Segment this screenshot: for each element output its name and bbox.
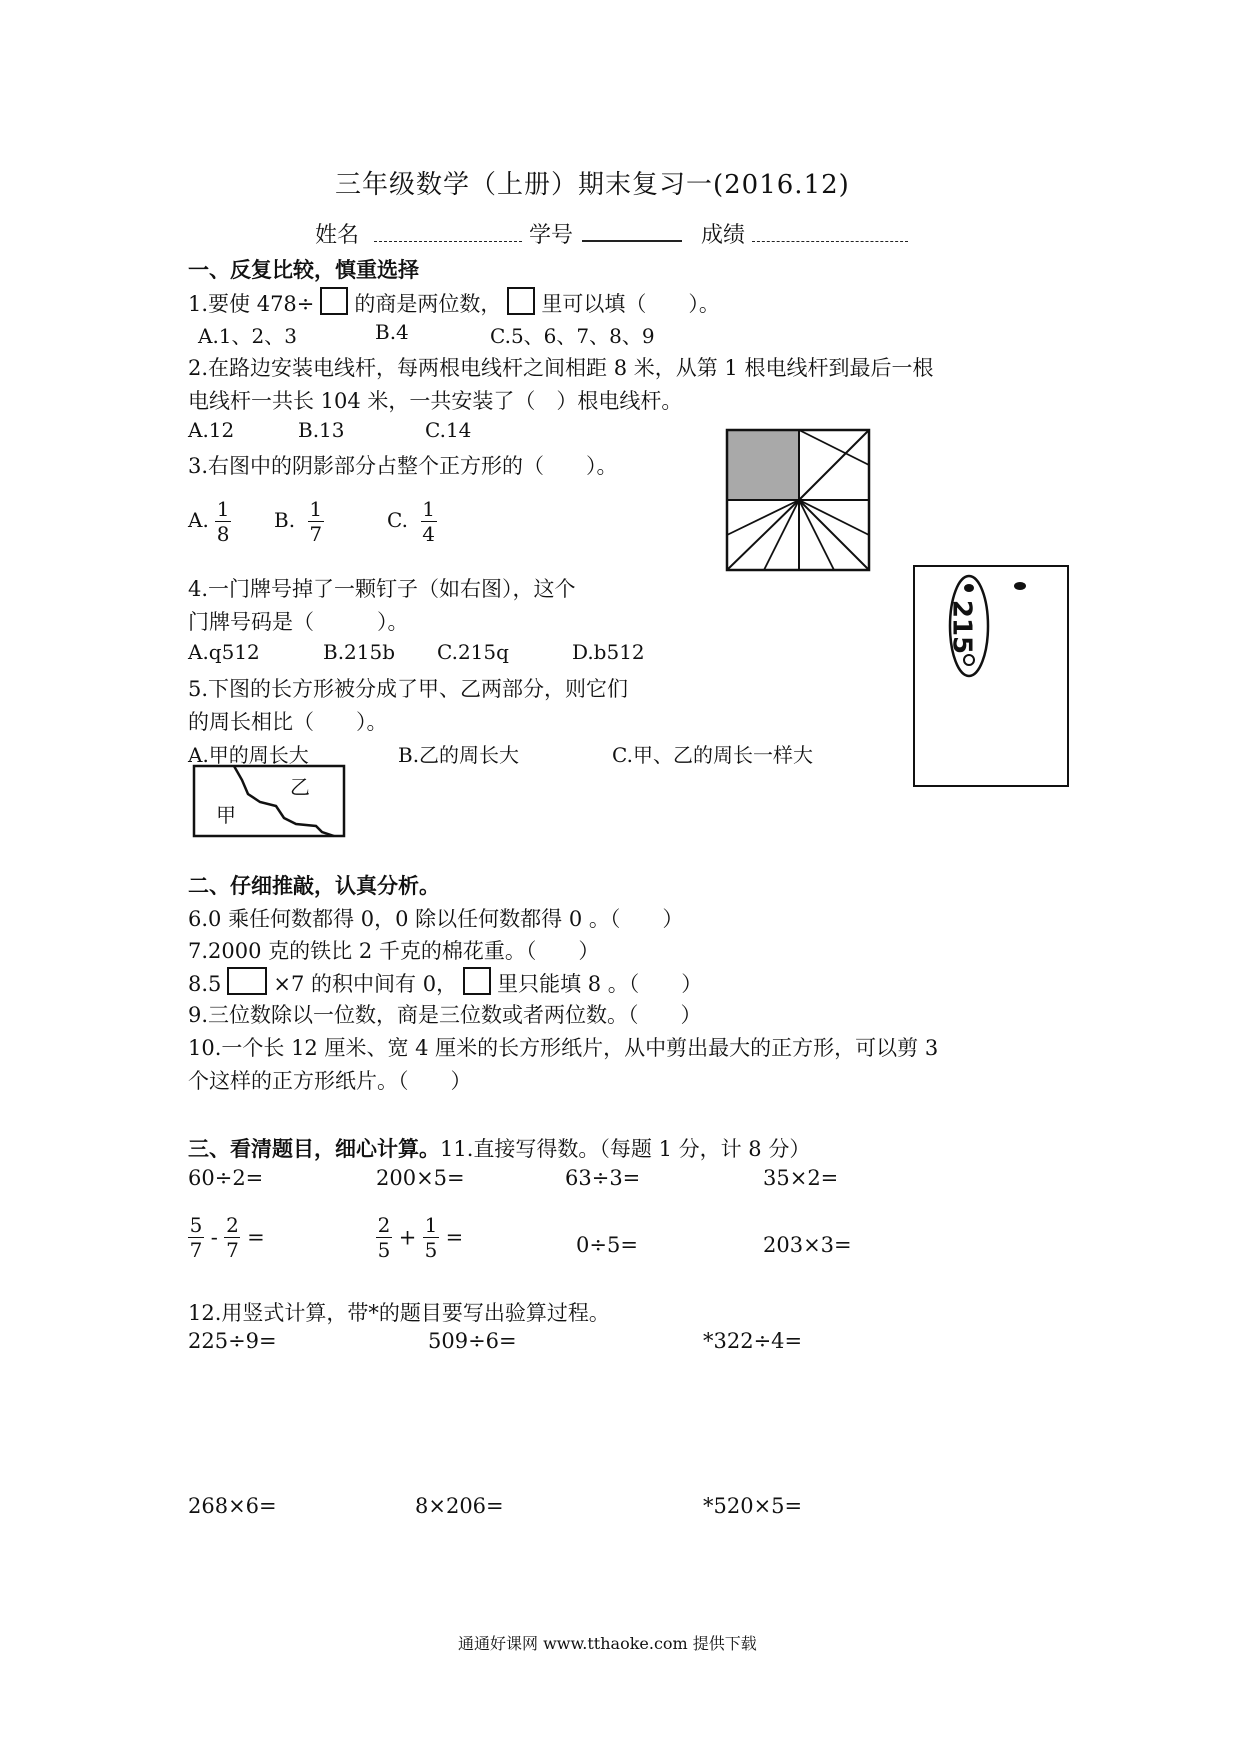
fraction-one-seventh: $\frac{1}{7}$	[309, 497, 323, 546]
question-3: 3.右图中的阴影部分占整个正方形的（ ）。	[188, 454, 618, 478]
question-4-line2: 门牌号码是（ ）。	[188, 610, 409, 634]
part-yi-label: 乙	[290, 775, 310, 799]
plate-number-text: 215	[946, 599, 977, 655]
calc-200-times-5: 200×5=	[376, 1166, 465, 1190]
q5-option-b[interactable]: B.乙的周长大	[398, 743, 520, 767]
q8-text-after: 里只能填 8 。（ ）	[497, 972, 703, 996]
footer-source: 通通好课网 www.tthaoke.com 提供下载	[458, 1634, 757, 1653]
q1-answer-box-1[interactable]	[320, 287, 348, 315]
q8-answer-box-1[interactable]	[227, 967, 267, 995]
question-9: 9.三位数除以一位数，商是三位数或者两位数。（ ）	[188, 1003, 702, 1027]
calc-225-div-9: 225÷9=	[188, 1329, 277, 1353]
name-label: 姓名	[315, 223, 360, 248]
shaded-region	[727, 430, 799, 500]
number-label: 学号	[529, 223, 574, 248]
door-plate-figure	[915, 567, 1067, 785]
nail-fallen	[1014, 582, 1026, 590]
calc-520-times-5: *520×5=	[703, 1494, 803, 1518]
calc-8-times-206: 8×206=	[415, 1494, 504, 1518]
question-4-line1: 4.一门牌号掉了一颗钉子（如右图），这个	[188, 577, 576, 601]
question-7: 7.2000 克的铁比 2 千克的棉花重。（ ）	[188, 939, 600, 963]
question-2-line1: 2.在路边安装电线杆，每两根电线杆之间相距 8 米，从第 1 根电线杆到最后一根	[188, 356, 934, 380]
divided-rectangle-figure	[192, 764, 346, 840]
q4-option-c[interactable]: C.215q	[437, 640, 509, 664]
q8-answer-box-2[interactable]	[463, 967, 491, 995]
q5-option-a[interactable]: A.甲的周长大	[188, 743, 309, 767]
calc-60-div-2: 60÷2=	[188, 1166, 264, 1190]
question-2-line2: 电线杆一共长 104 米，一共安装了（ ）根电线杆。	[188, 389, 683, 413]
shaded-square-figure	[725, 428, 871, 572]
minus-operator: -	[210, 1225, 218, 1250]
name-blank[interactable]	[374, 221, 522, 242]
question-5-line2: 的周长相比（ ）。	[188, 710, 388, 734]
q2-option-b[interactable]: B.13	[298, 418, 345, 442]
question-12: 12.用竖式计算，带*的题目要写出验算过程。	[188, 1301, 610, 1325]
q3-option-c-label: C.	[387, 508, 408, 532]
fraction-one-eighth: $\frac{1}{8}$	[216, 497, 230, 546]
q8-text-before: 8.5	[188, 972, 222, 996]
calc-0-div-5: 0÷5=	[576, 1233, 638, 1257]
q1-option-a[interactable]: A.1、2、3	[198, 324, 297, 348]
q3-option-a[interactable]	[188, 497, 231, 546]
fraction-one-fourth: $\frac{1}{4}$	[422, 497, 436, 546]
score-label: 成绩	[701, 223, 746, 248]
page-title: 三年级数学（上册）期末复习一(2016.12)	[335, 170, 850, 200]
q1-text-before: 1.要使 478÷	[188, 292, 315, 316]
q8-text-mid: ×7 的积中间有 0，	[273, 972, 458, 996]
number-blank[interactable]	[582, 220, 682, 242]
q3-option-c[interactable]	[387, 497, 437, 546]
q1-option-b[interactable]: B.4	[375, 320, 409, 344]
section2-heading: 二、仔细推敲，认真分析。	[188, 873, 440, 898]
calc-322-div-4: *322÷4=	[703, 1329, 803, 1353]
q3-option-b-label: B.	[274, 508, 296, 532]
calc-268-times-6: 268×6=	[188, 1494, 277, 1518]
calc-fraction-subtraction: $\frac{5}{7}$ - $\frac{2}{7}$ =	[189, 1213, 265, 1262]
plus-operator: +	[398, 1225, 417, 1250]
score-blank[interactable]	[752, 221, 908, 242]
q1-answer-box-2[interactable]	[507, 287, 535, 315]
calc-fraction-addition: $\frac{2}{5}$ + $\frac{1}{5}$ =	[377, 1213, 464, 1262]
q3-option-b[interactable]	[274, 497, 324, 546]
q1-text-mid: 的商是两位数，	[354, 292, 502, 316]
calc-203-times-3: 203×3=	[763, 1233, 852, 1257]
calc-63-div-3: 63÷3=	[565, 1166, 641, 1190]
q5-option-c[interactable]: C.甲、乙的周长一样大	[612, 743, 813, 767]
student-info-line	[315, 218, 908, 249]
part-jia-label: 甲	[216, 803, 236, 827]
question-5-line1: 5.下图的长方形被分成了甲、乙两部分，则它们	[188, 677, 629, 701]
door-plate-frame	[913, 565, 1069, 787]
question-11: 11.直接写得数。（每题 1 分，计 8 分）	[440, 1137, 811, 1161]
q4-option-b[interactable]: B.215b	[323, 640, 396, 664]
q3-option-a-label: A.	[188, 508, 209, 532]
q1-option-c[interactable]: C.5、6、7、8、9	[490, 324, 655, 348]
question-1	[188, 287, 720, 318]
q4-option-d[interactable]: D.b512	[572, 640, 645, 664]
q2-option-c[interactable]: C.14	[425, 418, 472, 442]
q4-option-a[interactable]: A.q512	[188, 640, 260, 664]
question-10-line2: 个这样的正方形纸片。（ ）	[188, 1069, 472, 1093]
question-8	[188, 967, 702, 998]
q2-option-a[interactable]: A.12	[188, 418, 235, 442]
q1-text-after: 里可以填（ ）。	[541, 292, 720, 316]
section1-heading: 一、反复比较，慎重选择	[188, 257, 419, 282]
calc-509-div-6: 509÷6=	[428, 1329, 517, 1353]
section3-header-line	[188, 1133, 810, 1163]
calc-35-times-2: 35×2=	[763, 1166, 839, 1190]
section3-heading: 三、看清题目，细心计算。	[188, 1136, 440, 1161]
nail-top	[964, 584, 974, 592]
nail-hole-bottom	[964, 655, 974, 665]
question-6: 6.0 乘任何数都得 0，0 除以任何数都得 0 。（ ）	[188, 907, 684, 931]
question-10-line1: 10.一个长 12 厘米、宽 4 厘米的长方形纸片，从中剪出最大的正方形，可以剪 3	[188, 1036, 939, 1060]
